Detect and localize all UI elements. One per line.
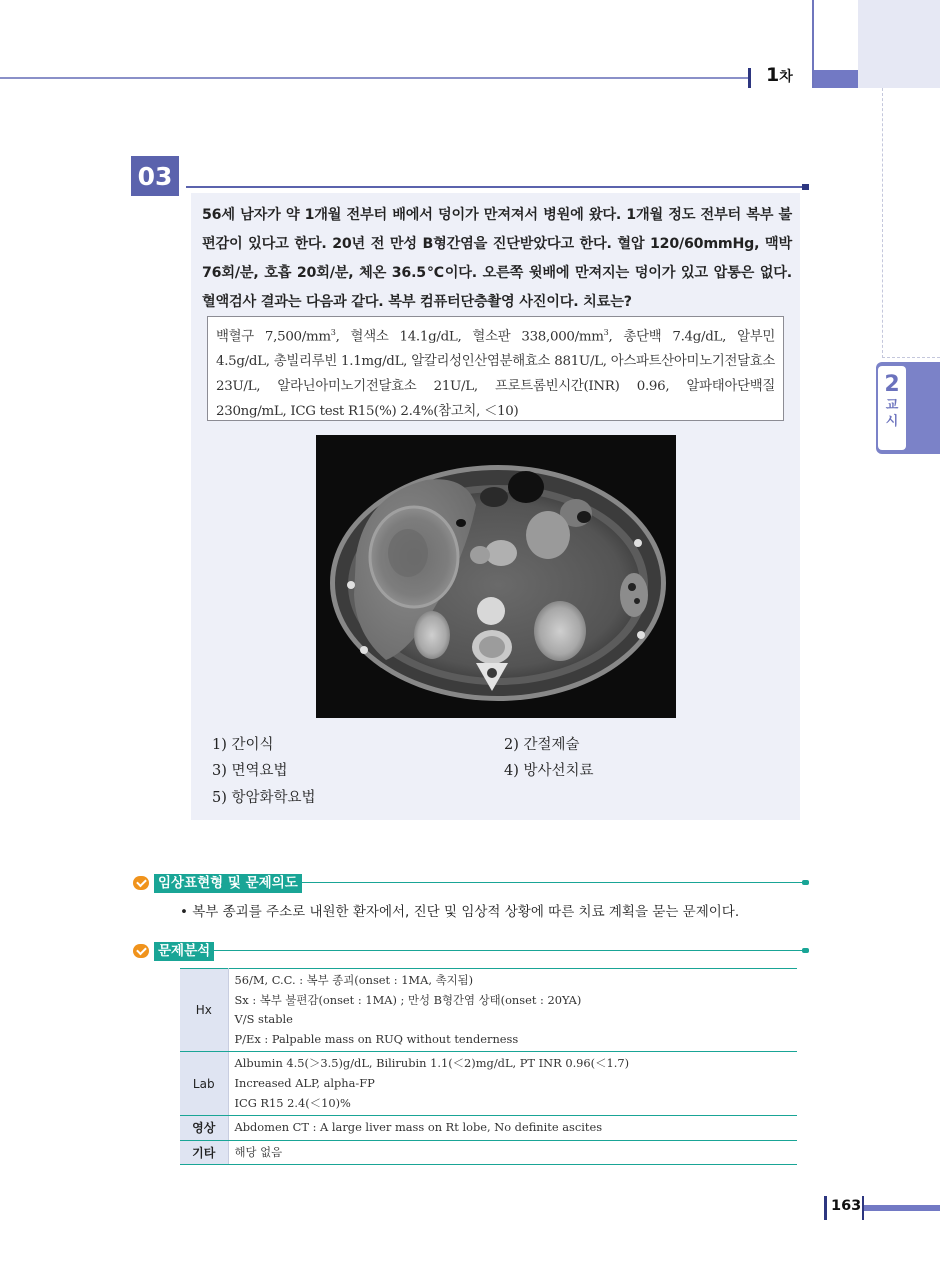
row-head: 영상 [180,1116,228,1141]
question-number: 03 [131,156,179,196]
side-tab-word: 교시 [885,398,899,429]
side-tab-label: 2 교시 [878,366,906,450]
section-check-icon [133,944,149,958]
analysis-table [180,968,797,1165]
section-check-icon [133,876,149,890]
option-3[interactable]: 3) 면역요법 [212,763,288,779]
section-title-analysis: 문제분석 [154,942,214,961]
option-2[interactable]: 2) 간절제술 [504,737,580,753]
row-head: 기타 [180,1140,228,1165]
option-4[interactable]: 4) 방사선치료 [504,763,594,779]
lab-results: 백혈구 $7,500/mm^3$, 혈색소 14.1g/dL, 혈소판 $338,000/mm^3$, 총단백 7.4g/dL, 알부민 4.5g/dL, 총빌리루빈 1.1mg/dL, 알칼리성인산염분해효소 881U/L, 아스파트산아미노기전달효소 23U/L, 알라닌아미노기전달효소 21U/L, 프로트롬빈시간(INR) 0.96, 알파태아단백질 230ng/mL, ICG test R15(%) 2.4%(참고치, ＜10) [207,316,784,421]
section-rule [212,950,806,951]
page-number: 163 [831,1198,862,1214]
header-shade [858,0,940,88]
table-row [180,1116,797,1141]
row-content: Abdomen CT : A large liver mass on Rt lobe, No definite ascites [228,1116,797,1141]
question-rule [186,186,806,188]
page-number-tick [824,1196,827,1220]
question-rule-end [802,184,809,190]
question-stem: 56세 남자가 약 1개월 전부터 배에서 덩이가 만져져서 병원에 왔다. 1개월 정도 전부터 복부 불편감이 있다고 한다. 20년 전 만성 B형간염을 진단받았다고 한다. 혈압 120/60mmHg, 맥박 76회/분, 호흡 20회/분, 체온 36.5℃이다. 오른쪽 윗배에 만져지는 덩이가 있고 압통은 없다. 혈액검사 결과는 다음과 같다. 복부 컴퓨터단층촬영 사진이다. 치료는? [202,207,792,310]
header-tick [748,68,751,88]
section-rule [300,882,806,883]
section-rule-end [802,880,809,885]
header-block [812,0,858,88]
side-guide [882,88,940,358]
row-content: 해당 없음 [228,1140,797,1165]
table-row [180,1140,797,1165]
session-label: 1차 [766,64,793,86]
table-row [180,969,797,1052]
section-title-intent: 임상표현형 및 문제의도 [154,874,302,893]
row-head: Lab [180,1052,228,1116]
abdomen-ct-image [316,435,676,718]
option-5[interactable]: 5) 항암화학요법 [212,790,316,806]
section-intent-text: • 복부 종괴를 주소로 내원한 환자에서, 진단 및 임상적 상황에 따른 치료 계획을 묻는 문제이다. [180,904,740,920]
page-number-bar [862,1196,940,1220]
row-head: Hx [180,969,228,1052]
table-row [180,1052,797,1116]
row-content: Albumin 4.5(＞3.5)g/dL, Bilirubin 1.1(＜2)mg/dL, PT INR 0.96(＜1.7) Increased ALP, alpha-FP ICG R15 2.4(＜10)% [228,1052,797,1116]
option-1[interactable]: 1) 간이식 [212,737,274,753]
header-rule [0,77,748,79]
row-content: 56/M, C.C. : 복부 종괴(onset : 1MA, 촉지됨) Sx : 복부 불편감(onset : 1MA) ; 만성 B형간염 상태(onset : 20YA) V/S stable P/Ex : Palpable mass on RUQ without tenderness [228,969,797,1052]
section-rule-end [802,948,809,953]
